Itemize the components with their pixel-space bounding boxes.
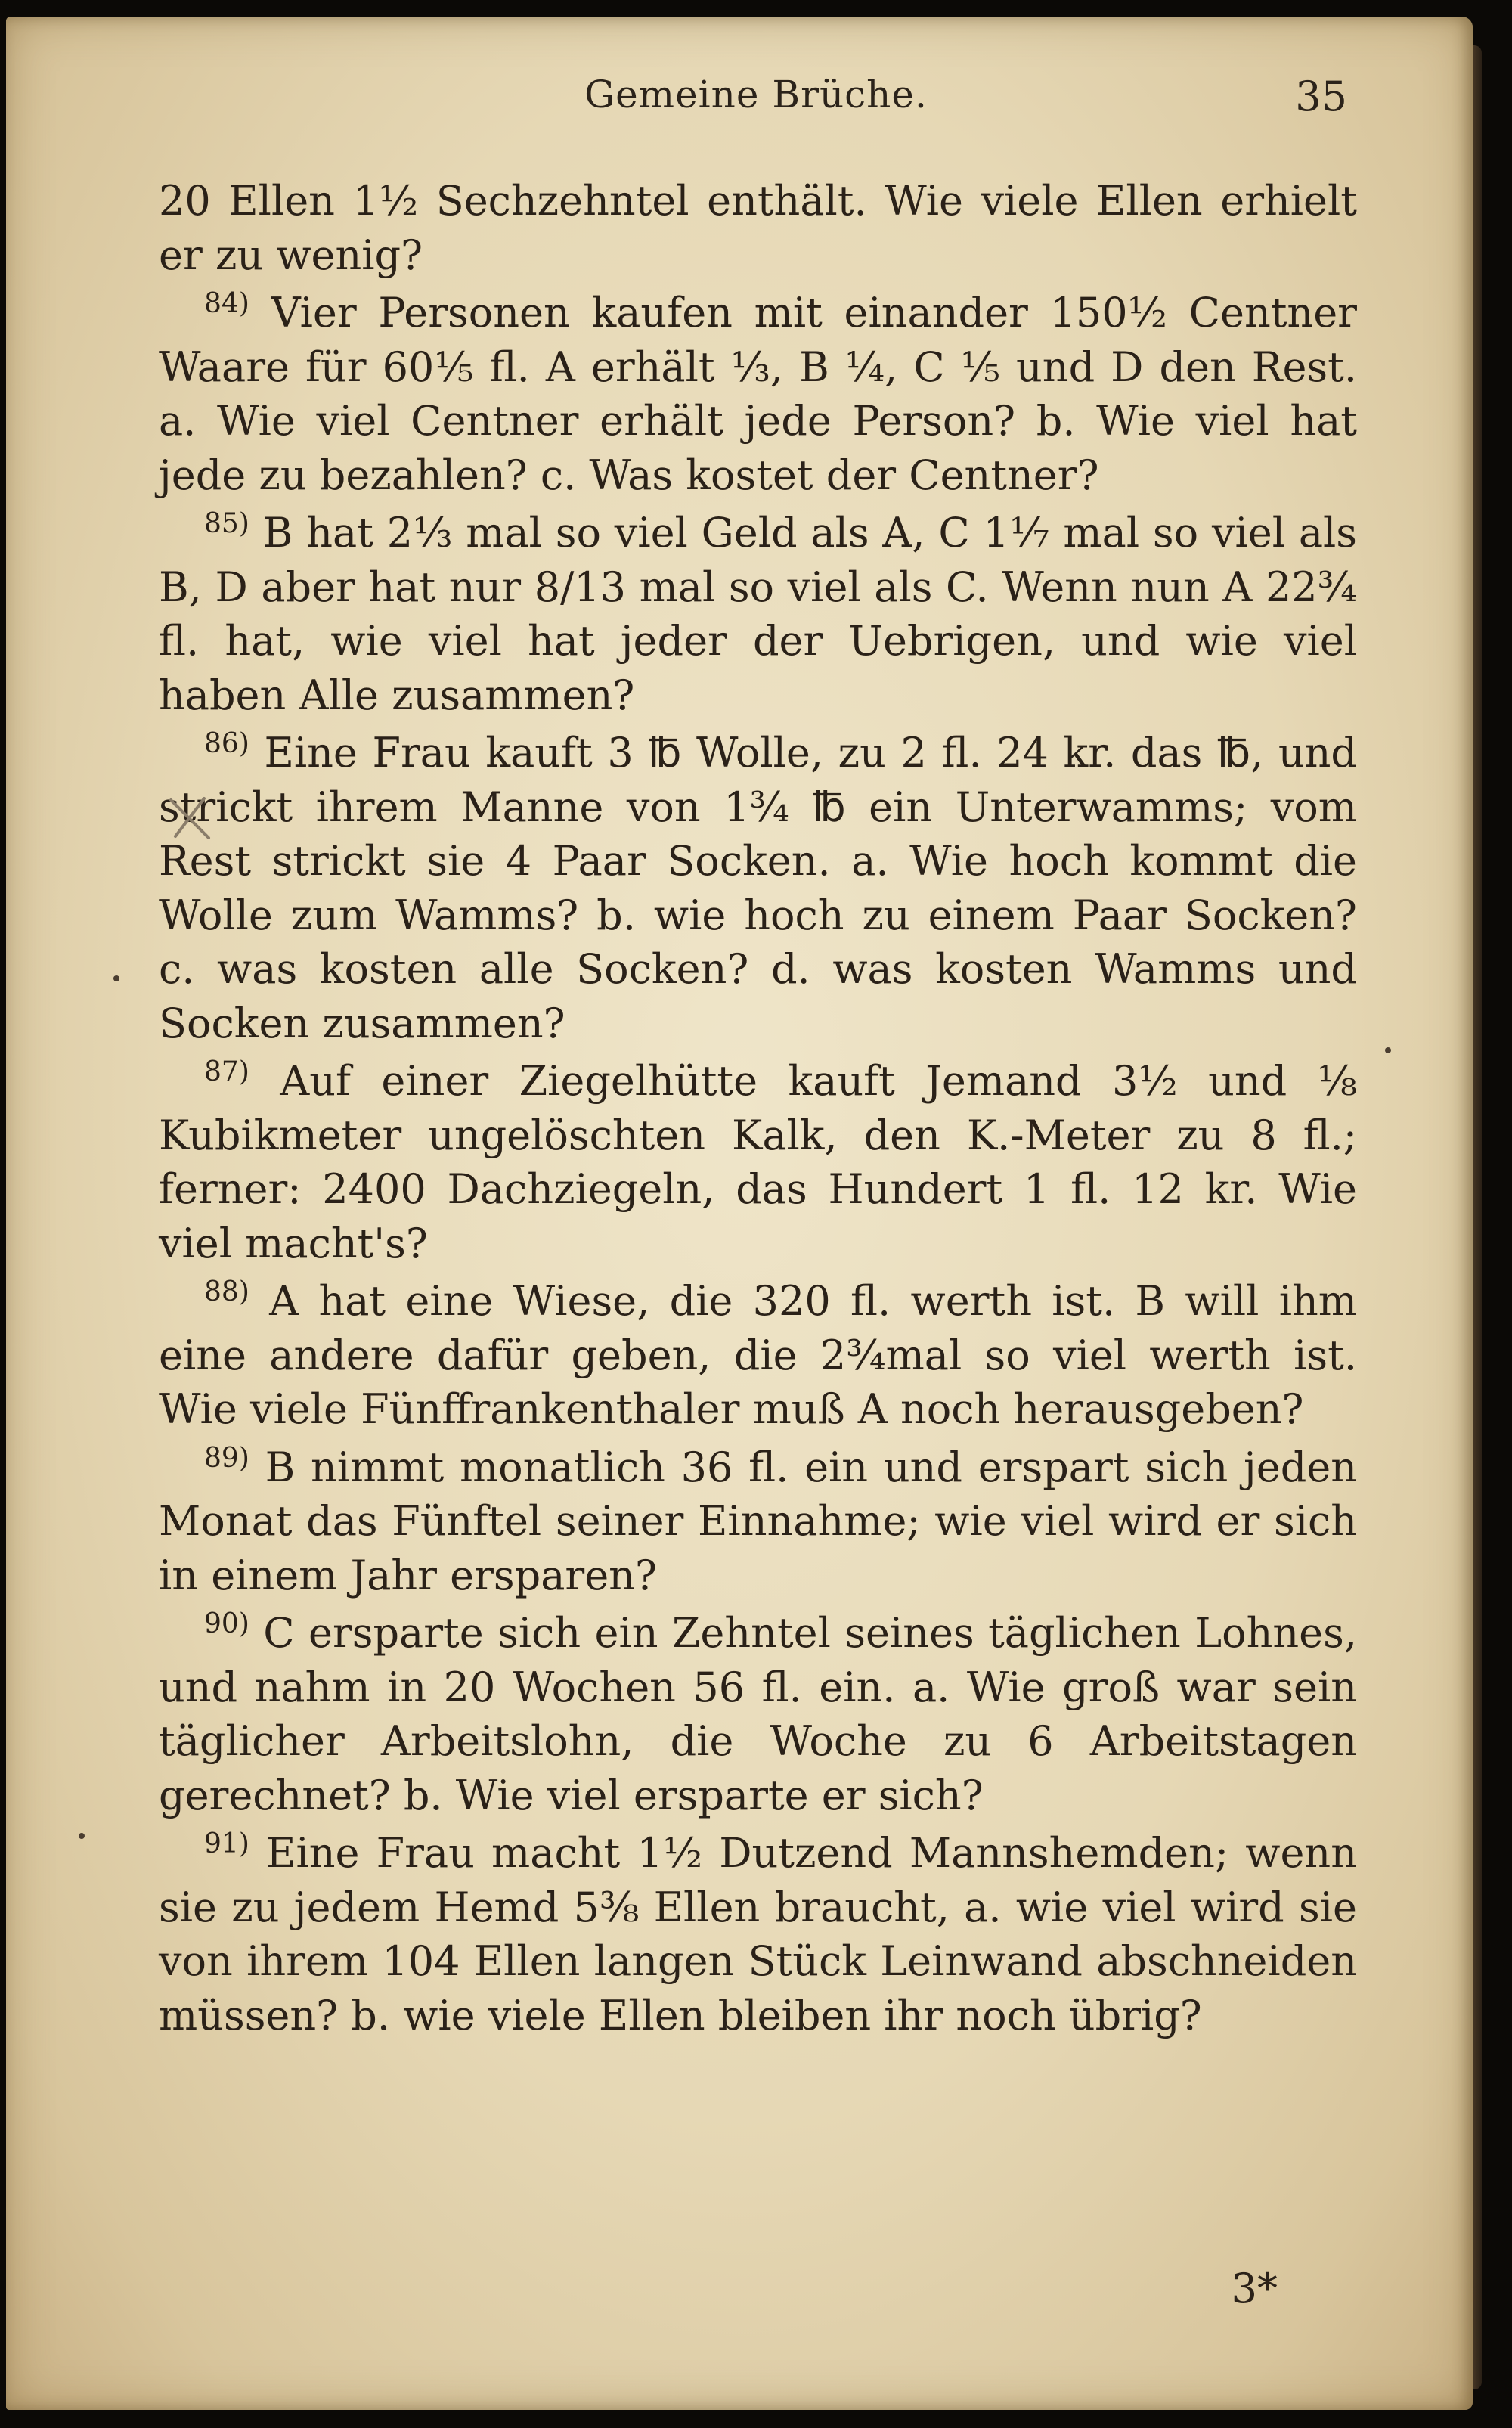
exercise-text-body: Vier Personen kaufen mit einander 150½ Centner Waare für 60⅕ fl. A erhält ⅓, B ¼, C ⅕ und D den Rest. a. Wie viel Centner erhält jede Person? b. Wie viel hat jede zu bezahlen? c. Was kostet der Centner?	[159, 289, 1357, 499]
exercise-text-body: Auf einer Ziegelhütte kauft Jemand 3½ und ⅛ Kubikmeter ungelöschten Kalk, den K.-Meter zu 8 fl.; ferner: 2400 Dachziegeln, das Hundert 1 fl. 12 kr. Wie viel macht's?	[159, 1057, 1357, 1267]
page-number: 35	[1295, 73, 1347, 120]
signature-mark: 3*	[1231, 2265, 1278, 2312]
exercise-number: 84	[204, 288, 239, 319]
running-title: Gemeine Brüche.	[584, 73, 928, 116]
exercise-number: 87	[204, 1056, 239, 1087]
exercise-85	[159, 506, 1357, 722]
exercise-text-body: Eine Frau macht 1½ Dutzend Mannshemden; wenn sie zu jedem Hemd 5⅜ Ellen braucht, a. wie viel wird sie von ihrem 104 Ellen langen Stück Leinwand abschneiden müssen? b. wie viele Ellen bleiben ihr noch übrig?	[159, 1829, 1357, 2039]
pencil-mark-icon	[165, 795, 218, 842]
exercise-89	[159, 1440, 1357, 1603]
exercise-text-body: B hat 2⅓ mal so viel Geld als A, C 1⅐ mal so viel als B, D aber hat nur 8/13 mal so viel als C. Wenn nun A 22¾ fl. hat, wie viel hat jeder der Uebrigen, und wie viel haben Alle zusammen?	[159, 509, 1357, 719]
exercise-text-body: B nimmt monatlich 36 fl. ein und erspart sich jeden Monat das Fünftel seiner Einnahme; wie viel wird er sich in einem Jahr ersparen?	[159, 1443, 1357, 1599]
exercise-91	[159, 1826, 1357, 2042]
exercise-84	[159, 286, 1357, 502]
number-paren: )	[238, 728, 249, 759]
exercise-88	[159, 1274, 1357, 1437]
exercise-text-body: C ersparte sich ein Zehntel seines täglichen Lohnes, und nahm in 20 Wochen 56 fl. ein. a. Wie groß war sein täglicher Arbeitslohn, die Woche zu 6 Arbeitstagen gerechnet? b. Wie viel ersparte er sich?	[159, 1609, 1357, 1819]
margin-dot-icon	[79, 1833, 85, 1839]
number-paren: )	[238, 508, 249, 539]
exercise-87	[159, 1054, 1357, 1270]
number-paren: )	[238, 1828, 249, 1859]
exercise-number: 85	[204, 508, 239, 539]
exercise-number: 86	[204, 728, 239, 759]
exercise-number: 91	[204, 1828, 239, 1859]
number-paren: )	[238, 1442, 249, 1474]
number-paren: )	[238, 1056, 249, 1087]
page-header	[151, 73, 1361, 133]
exercise-text	[159, 174, 1357, 2046]
number-paren: )	[238, 1276, 249, 1307]
exercise-number: 88	[204, 1276, 239, 1307]
exercise-text-body: 20 Ellen 1½ Sechzehntel enthält. Wie viele Ellen erhielt er zu wenig?	[159, 177, 1357, 279]
exercise-86	[159, 726, 1357, 1050]
exercise-number: 89	[204, 1442, 239, 1474]
number-paren: )	[238, 288, 249, 319]
number-paren: )	[238, 1608, 249, 1639]
exercise-continuation	[159, 174, 1357, 282]
exercise-text-body: Eine Frau kauft 3 ℔ Wolle, zu 2 fl. 24 kr. das ℔, und strickt ihrem Manne von 1¾ ℔ ein Unterwamms; vom Rest strickt sie 4 Paar Socken. a. Wie hoch kommt die Wolle zum Wamms? b. wie hoch zu einem Paar Socken? c. was kosten alle Socken? d. was kosten Wamms und Socken zusammen?	[159, 729, 1357, 1047]
margin-tick-icon	[113, 975, 119, 981]
exercise-text-body: A hat eine Wiese, die 320 fl. werth ist. B will ihm eine andere dafür geben, die 2¾mal so viel werth ist. Wie viele Fünffrankenthaler muß A noch herausgeben?	[159, 1277, 1357, 1433]
exercise-number: 90	[204, 1608, 239, 1639]
exercise-90	[159, 1606, 1357, 1822]
margin-dot-icon	[1385, 1047, 1391, 1053]
